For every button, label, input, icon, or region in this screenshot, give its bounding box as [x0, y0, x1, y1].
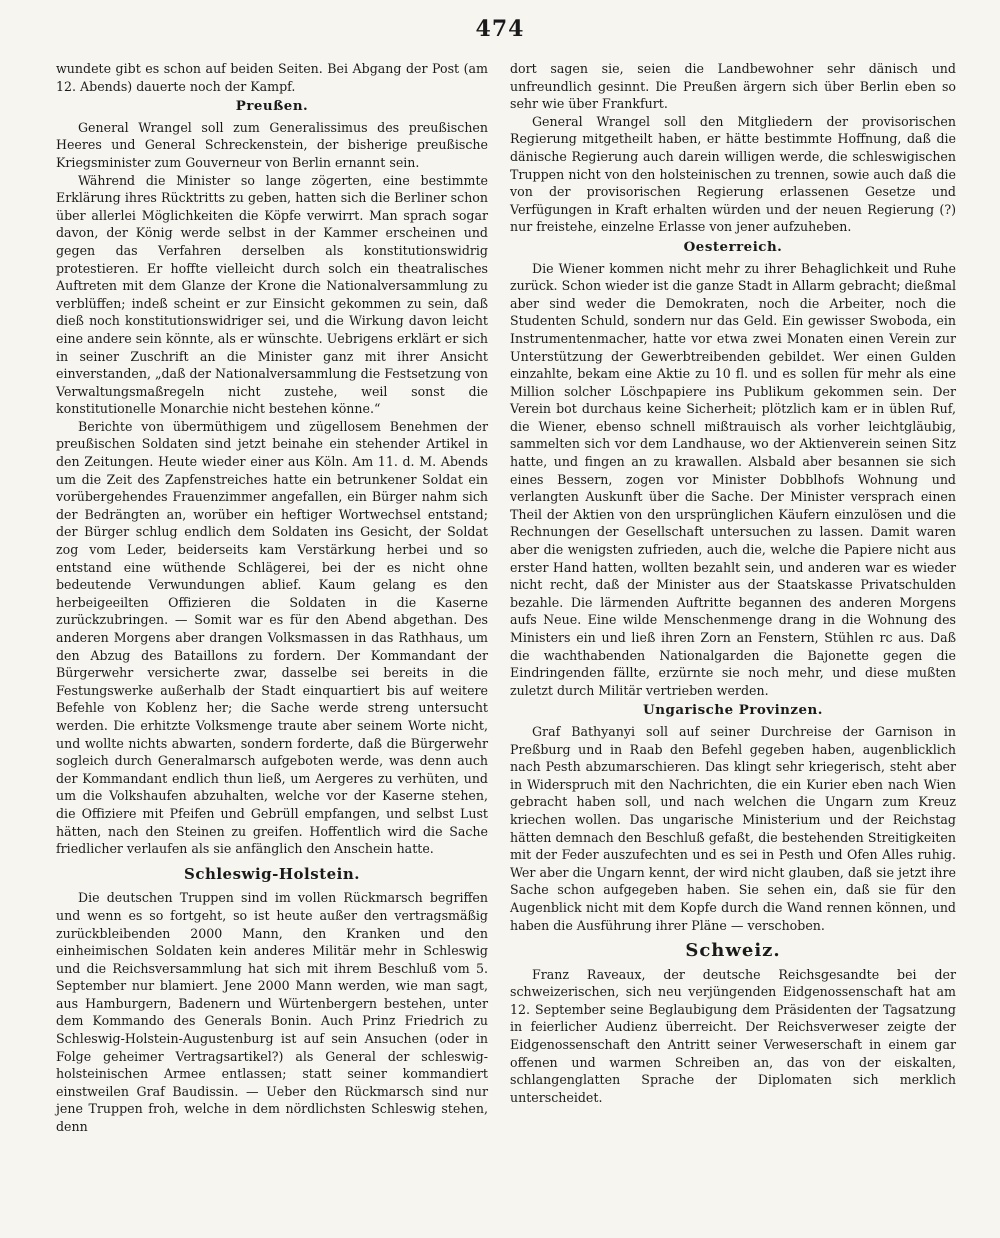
heading-oesterreich: Oesterreich. [683, 238, 783, 255]
schweiz-paragraph: Franz Raveaux, der deutsche Reichsgesandte bei der schweizerischen, sich neu verjüngenden Eidgenossenschaft hat am 12. September seine Beglaubigung dem Präsidenten der Tagsatzung in feierlicher Audienz überreicht. Der Reichsverweser zeigte der Eidgenossenschaft den Antritt seiner Verweserschaft in einem gar offenen und warmen Schreiben an, das von der eiskalten, schlangenglatten Sprache der Diplomaten sich merklich unterscheidet. [510, 966, 956, 1105]
continuation-paragraph: dort sagen sie, seien die Landbewohner sehr dänisch und unfreundlich gesinnt. Die Preußen ärgern sich über Berlin eben so sehr wie über Frankfurt. [510, 61, 956, 112]
heading-schweiz: Schweiz. [685, 940, 781, 962]
ungarn-paragraph: Graf Bathyanyi soll auf seiner Durchreise der Garnison in Preßburg und in Raab den Befehl gegeben haben, augenblicklich nach Pesth abzumarschieren. Das klingt sehr kriegerisch, steht aber in Widerspruch mit den Nachrichten, die ein Kurier eben nach Wien gebracht haben soll, und nach welchen die Ungarn zum Kreuz kriechen wollen. Das ungarische Ministerium und der Reichstag hätten demnach den Beschluß gefaßt, die bestehenden Streitigkeiten mit der Feder auszufechten und es sei in Pesth und Ofen Alles ruhig. Wer aber die Ungarn kennt, der wird nicht glauben, daß sie jetzt ihre Sache schon aufgegeben haben. Sie sehen ein, daß sie für den Augenblick nicht mit dem Kopfe durch die Wand rennen können, und haben die Ausführung ihrer Pläne — verschoben. [510, 723, 956, 933]
right-column [510, 60, 956, 1106]
heading-schleswig-holstein: Schleswig-Holstein. [183, 864, 360, 883]
oesterreich-paragraph: Die Wiener kommen nicht mehr zu ihrer Behaglichkeit und Ruhe zurück. Schon wieder ist die ganze Stadt in Allarm gebracht; dießmal aber sind weder die Demokraten, noch die Arbeiter, noch die Studenten Schuld, sondern nur das Geld. Ein gewisser Swoboda, ein Instrumentenmacher, hatte vor etwa zwei Monaten einen Verein zur Unterstützung der Gewerbtreibenden gebildet. Wer einen Gulden einzahlte, bekam eine Aktie zu 10 fl. und es sollen für mehr als eine Million solcher Löschpapiere ins Publikum gekommen sein. Der Verein bot durchaus keine Sicherheit; plötzlich kam er in üblen Ruf, die Wiener, ebenso schnell mißtrauisch als vorher leichtgläubig, sammelten sich vor dem Landhause, wo der Aktienverein seinen Sitz hatte, und fingen an zu krawallen. Alsbald aber besannen sie sich eines Bessern, zogen vor Minister Dobblhofs Wohnung und verlangten Auskunft über die Sache. Der Minister versprach einen Theil der Aktien von den ursprünglichen Käufern einzulösen und die Rechnungen der Gesellschaft untersuchen zu lassen. Damit waren aber die wenigsten zufrieden, auch die, welche die Papiere nicht aus erster Hand hatten, wollten bezahlt sein, und anderen war es wieder nicht recht, daß der Minister aus der Staatskasse Privatschulden bezahle. Die lärmenden Auftritte begannen des anderen Morgens aufs Neue. Eine wilde Menschenmenge drang in die Wohnung des Ministers ein und ließ ihren Zorn an Fenstern, Stühlen rc aus. Daß die wachthabenden Nationalgarden die Bajonette gegen die Eindringenden fällte, erzürnte sie noch mehr, und diese mußten zuletzt durch Militär vertrieben werden. [510, 260, 956, 698]
left-column [56, 60, 488, 1136]
heading-preussen: Preußen. [235, 98, 309, 115]
preussen-paragraph: Berichte von übermüthigem und zügellosem Benehmen der preußischen Soldaten sind jetzt beinahe ein stehender Artikel in den Zeitungen. Heute wieder einer aus Köln. Am 11. d. M. Abends um die Zeit des Zapfenstreiches hatte ein betrunkener Soldat ein vorübergehendes Frauenzimmer angefallen, ein Bürger nahm sich der Bedrängten an, worüber ein heftiger Wortwechsel entstand; der Bürger schlug endlich dem Soldaten ins Gesicht, der Soldat zog vom Leder, beiderseits kam Verstärkung herbei und so entstand eine wüthende Schlägerei, bei der es nicht ohne bedeutende Verwundungen ablief. Kaum gelang es den herbeigeeilten Offizieren die Soldaten in die Kaserne zurückzubringen. — Somit war es für den Abend abgethan. Des anderen Morgens aber drangen Volksmassen in das Rathhaus, um den Abzug des Bataillons zu fordern. Der Kommandant der Bürgerwehr versicherte zwar, dasselbe sei bereits in die Festungswerke außerhalb der Stadt einquartiert bis auf weitere Befehle von Koblenz her; die Sache werde streng untersucht werden. Die erhitzte Volksmenge traute aber seinem Worte nicht, und wollte nichts abwarten, sondern forderte, daß die Bürgerwehr sogleich durch Generalmarsch aufgeboten werde, was denn auch der Kommandant endlich thun ließ, um Aergeres zu verhüten, und um die Volkshaufen abzuhalten, welche vor der Kaserne stehen, die Offiziere mit Pfeifen und Gebrüll empfangen, und selbst Lust hätten, nach den Steinen zu greifen. Hoffentlich wird die Sache friedlicher verlaufen als sie anfänglich den Anschein hatte. [56, 418, 488, 857]
preussen-paragraph: Während die Minister so lange zögerten, eine bestimmte Erklärung ihres Rücktritts zu geben, hatten sich die Berliner schon über allerlei Möglichkeiten die Köpfe verwirrt. Man sprach sogar davon, der König werde selbst in der Kammer erscheinen und gegen das Verfahren derselben als konstitutionswidrig protestieren. Er hoffte vielleicht durch solch ein theatralisches Auftreten mit dem Glanze der Krone die Nationalversammlung zu verblüffen; indeß scheint er zur Einsicht gekommen zu sein, daß dieß noch konstitutionswidriger sei, und die Wirkung davon leicht eine andere sein könnte, als er wünschte. Uebrigens erklärt er sich in seiner Zuschrift an die Minister ganz mit ihrer Ansicht einverstanden, „daß der Nationalversammlung die Festsetzung von Verwaltungsmaßregeln nicht zustehe, weil sonst die konstitutionelle Monarchie nicht bestehen könne.“ [56, 172, 488, 417]
intro-paragraph: wundete gibt es schon auf beiden Seiten. Bei Abgang der Post (am 12. Abends) dauerte noch der Kampf. [56, 61, 488, 94]
preussen-paragraph: General Wrangel soll zum Generalissimus des preußischen Heeres und General Schreckenstein, der bisherige preußische Kriegsminister zum Gouverneur von Berlin ernannt sein. [56, 119, 488, 170]
heading-ungarische-provinzen: Ungarische Provinzen. [643, 702, 823, 719]
schleswig-paragraph-2: General Wrangel soll den Mitgliedern der provisorischen Regierung mitgetheilt haben, er hätte bestimmte Hoffnung, daß die dänische Regierung auch darein willigen werde, die schleswigischen Truppen nicht von den holsteinischen zu trennen, sowie auch daß die von der provisorischen Regierung erlassenen Gesetze und Verfügungen in Kraft erhalten würden und der neuen Regierung (?) nur freistehe, einzelne Erlasse von jener aufzuheben. [510, 113, 956, 235]
page-number: 474 [475, 16, 525, 42]
schleswig-paragraph: Die deutschen Truppen sind im vollen Rückmarsch begriffen und wenn es so fortgeht, so ist heute außer den vertragsmäßig zurückbleibenden 2000 Mann, den Kranken und den einheimischen Soldaten kein anderes Militär mehr in Schleswig und die Reichsversammlung hat sich mit ihrem Beschluß vom 5. September nur blamiert. Jene 2000 Mann werden, wie man sagt, aus Hamburgern, Badenern und Würtenbergern bestehen, unter dem Kommando des Generals Bonin. Auch Prinz Friedrich zu Schleswig-Holstein-Augustenburg ist auf sein Ansuchen (oder in Folge geheimer Vertragsartikel?) als General der schleswig-holsteinischen Armee entlassen; statt seiner kommandiert einstweilen Graf Baudissin. — Ueber den Rückmarsch sind nur jene Truppen froh, welche in dem nördlichsten Schleswig stehen, denn [56, 890, 488, 1135]
